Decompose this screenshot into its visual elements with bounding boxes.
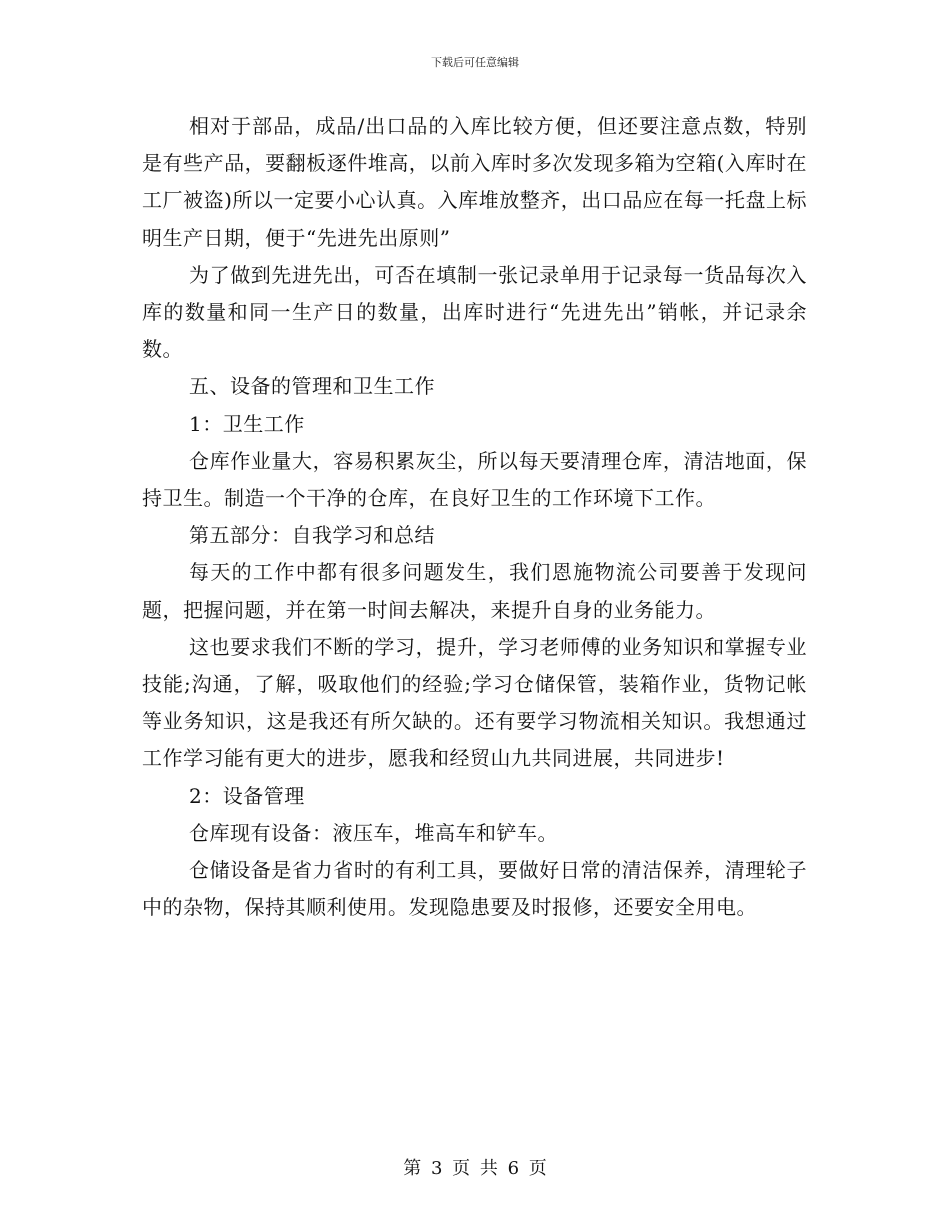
download-note: 下载后可任意编辑 [431, 56, 519, 69]
paragraph-hygiene: 仓库作业量大，容易积累灰尘，所以每天要清理仓库，清洁地面，保持卫生。制造一个干净的仓库，在良好卫生的工作环境下工作。 [142, 448, 807, 511]
subheading-hygiene-work: 1：卫生工作 [189, 411, 305, 436]
paragraph-learning: 这也要求我们不断的学习，提升，学习老师傅的业务知识和掌握专业技能;沟通，了解，吸取他们的经验;学习仓储保管，装箱作业，货物记帐等业务知识，这是我还有所欠缺的。还有要学习物流相关知识。我想通过工作学习能有更大的进步，愿我和经贸山九共同进展，共同进步! [142, 634, 807, 771]
paragraph-problems: 每天的工作中都有很多问题发生，我们恩施物流公司要善于发现问题，把握问题，并在第一时间去解决，来提升自身的业务能力。 [142, 560, 807, 622]
document-body [142, 108, 807, 926]
subheading-equipment-management: 2：设备管理 [189, 783, 305, 808]
section-heading-equipment-hygiene: 五、设备的管理和卫生工作 [189, 374, 435, 399]
paragraph-inbound-finished-goods: 相对于部品，成品/出口品的入库比较方便，但还要注意点数，特别是有些产品，要翻板逐件堆高，以前入库时多次发现多箱为空箱(入库时在工厂被盗)所以一定要小心认真。入库堆放整齐，出口品应在每一托盘上标明生产日期，便于“先进先出原则” [142, 114, 807, 250]
paragraph-fifo-record: 为了做到先进先出，可否在填制一张记录单用于记录每一货品每次入库的数量和同一生产日的数量，出库时进行“先进先出”销帐，并记录余数。 [142, 262, 807, 362]
page-number: 第 3 页 共 6 页 [403, 1158, 547, 1179]
paragraph-equipment-maintenance: 仓储设备是省力省时的有利工具，要做好日常的清洁保养，清理轮子中的杂物，保持其顺利使用。发现隐患要及时报修，还要安全用电。 [142, 858, 807, 920]
section-heading-self-learning: 第五部分：自我学习和总结 [189, 523, 435, 548]
paragraph-equipment-list: 仓库现有设备：液压车，堆高车和铲车。 [189, 820, 558, 845]
